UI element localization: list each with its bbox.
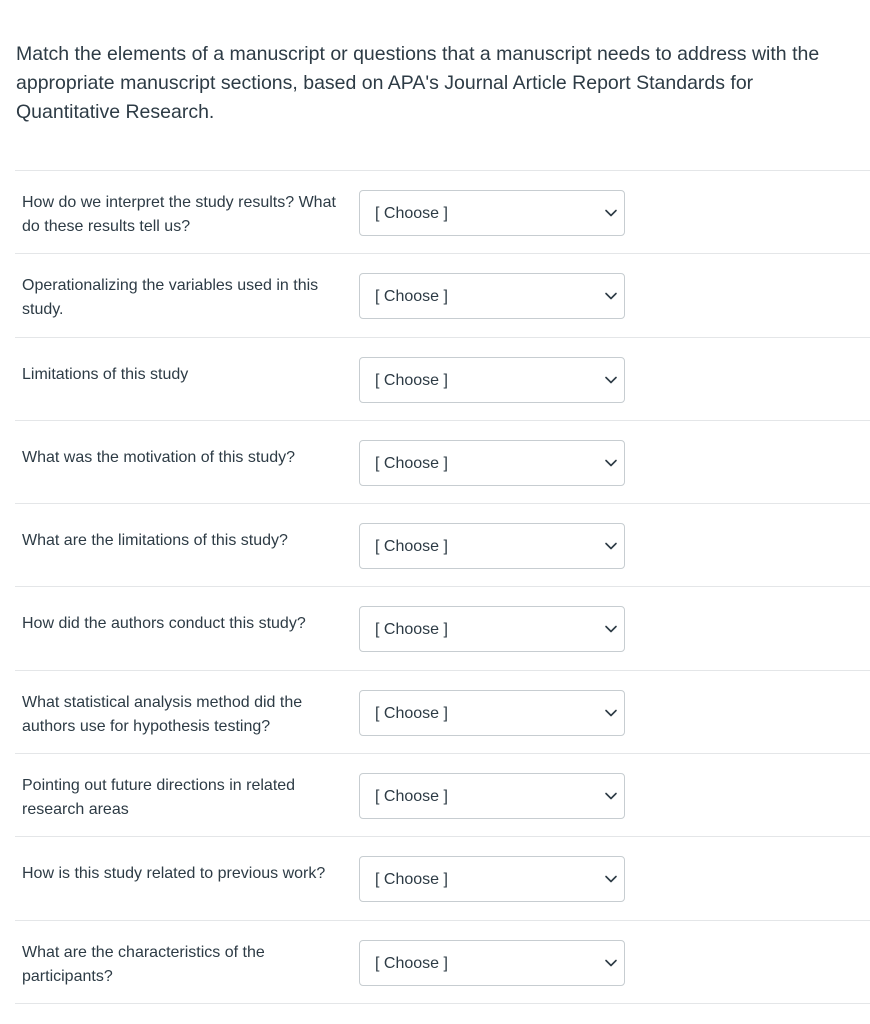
answer-select[interactable] (359, 273, 625, 319)
chevron-down-icon (604, 622, 618, 636)
chevron-down-icon (604, 373, 618, 387)
select-value: [ Choose ] (375, 871, 448, 889)
chevron-down-icon (604, 789, 618, 803)
select-value: [ Choose ] (375, 205, 448, 222)
chevron-down-icon (604, 539, 618, 553)
answer-select[interactable] (359, 690, 625, 736)
select-value: [ Choose ] (375, 538, 448, 556)
select-value: [ Choose ] (375, 288, 448, 306)
match-row (15, 921, 870, 1004)
match-row (15, 504, 870, 587)
match-row (15, 754, 870, 837)
chevron-down-icon (604, 206, 618, 220)
answer-select[interactable] (359, 523, 625, 569)
match-row (15, 837, 870, 920)
answer-select[interactable] (359, 773, 625, 819)
match-row (15, 587, 870, 670)
match-prompt: How is this study related to previous work? (22, 865, 326, 883)
select-value: [ Choose ] (375, 371, 448, 389)
select-value: [ Choose ] (375, 621, 448, 639)
match-row (15, 671, 870, 754)
match-prompt: Limitations of this study (22, 365, 189, 383)
match-row (15, 171, 870, 254)
answer-select[interactable] (359, 940, 625, 986)
chevron-down-icon (604, 456, 618, 470)
answer-select[interactable] (359, 856, 625, 902)
match-prompt: Operationalizing the variables used in this study. (22, 277, 319, 319)
match-row (15, 421, 870, 504)
answer-select[interactable] (359, 190, 625, 236)
answer-select[interactable] (359, 440, 625, 486)
answer-select[interactable] (359, 606, 625, 652)
match-prompt: What was the motivation of this study? (22, 448, 296, 466)
select-value: [ Choose ] (375, 454, 448, 472)
chevron-down-icon (604, 706, 618, 720)
match-prompt: What statistical analysis method did the authors use for hypothesis testing? (22, 693, 303, 735)
match-prompt: How did the authors conduct this study? (22, 615, 306, 633)
chevron-down-icon (604, 289, 618, 303)
select-value: [ Choose ] (375, 788, 448, 806)
match-prompt: Pointing out future directions in related research areas (22, 777, 296, 819)
match-row (15, 254, 870, 337)
match-prompt: How do we interpret the study results? What do these results tell us? (22, 194, 336, 235)
answer-select[interactable] (359, 357, 625, 403)
chevron-down-icon (604, 956, 618, 970)
match-prompt: What are the characteristics of the participants? (22, 943, 265, 985)
matching-question (15, 170, 870, 1004)
question-instructions: Match the elements of a manuscript or questions that a manuscript needs to address with the appropriate manuscript sections, based on APA's Journal Article Report Standards for Quantitative Research. (16, 43, 820, 123)
select-value: [ Choose ] (375, 954, 448, 972)
match-row (15, 338, 870, 421)
chevron-down-icon (604, 872, 618, 886)
select-value: [ Choose ] (375, 704, 448, 722)
match-prompt: What are the limitations of this study? (22, 532, 288, 550)
